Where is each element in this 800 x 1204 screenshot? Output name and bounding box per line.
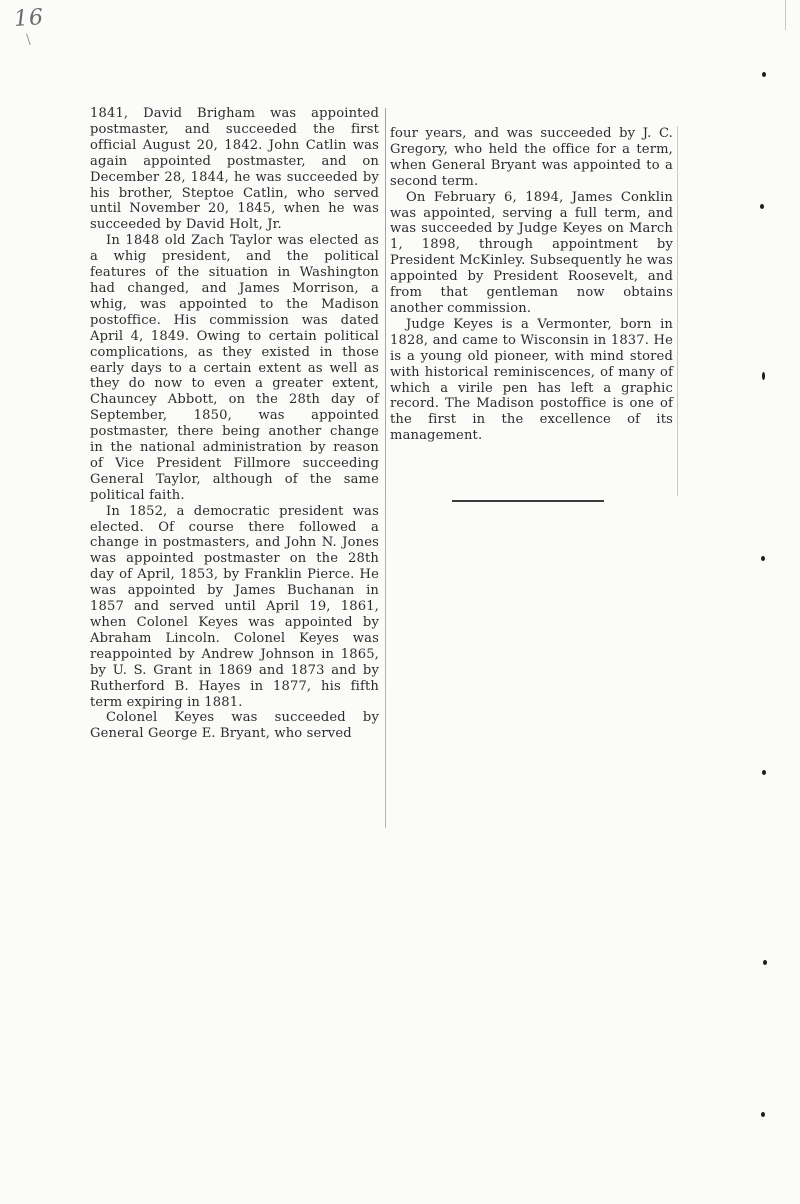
paragraph-judge-keyes: Judge Keyes is a Vermonter, born in 1828, and came to Wisconsin in 1837. He is a young old pioneer, with mind stored with historical reminiscences, of many of which a virile pen has left a graphic record. The Madison postoffice is one of the first in the excellence of its management. bbox=[390, 316, 673, 444]
scan-speck bbox=[761, 1112, 765, 1117]
paragraph-conklin: On February 6, 1894, James Conklin was appointed, serving a full term, and was succeeded by Judge Keyes on March 1, 1898, through appointment by President McKinley. Subsequently he was appointed by President Roosevelt, and from that gentleman now obtains another commission. bbox=[390, 189, 673, 316]
paragraph-bryant-start: Colonel Keyes was succeeded by General George E. Bryant, who served bbox=[90, 710, 379, 742]
page-number: 16 bbox=[13, 4, 45, 33]
article-left-column bbox=[90, 106, 379, 742]
article-end-rule bbox=[452, 500, 604, 502]
column-divider bbox=[385, 108, 386, 828]
paragraph-1852-election: In 1852, a democratic president was elected. Of course there followed a change in postmasters, and John N. Jones was appointed postmaster on the 28th day of April, 1853, by Franklin Pierce. He was appointed by James Buchanan in 1857 and served until April 19, 1861, when Colonel Keyes was appointed by Abraham Lincoln. Colonel Keyes was reappointed by Andrew Johnson in 1865, by U. S. Grant in 1869 and 1873 and by Rutherford B. Hayes in 1877, his fifth term expiring in 1881. bbox=[90, 503, 379, 710]
scan-speck bbox=[762, 372, 765, 380]
right-column-edge bbox=[677, 126, 678, 496]
paragraph-taylor: In 1848 old Zach Taylor was elected as a whig president, and the political features of the situation in Washington had changed, and James Morrison, a whig, was appointed to the Madison postoffice. His commission was dated April 4, 1849. Owing to certain political complications, as they existed in those early days to a certain extent as well as they do now to even a greater extent, Chauncey Abbott, on the 28th day of September, 1850, was appointed postmaster, there being another change in the national administration by reason of Vice President Fillmore succeeding General Taylor, although of the same political faith. bbox=[90, 233, 379, 503]
scan-edge-line bbox=[785, 0, 786, 30]
paragraph-brigham: 1841, David Brigham was appointed postmaster, and succeeded the first official August 20, 1842. John Catlin was again appointed postmaster, and on December 28, 1844, he was succeeded by his brother, Steptoe Catlin, who served until November 20, 1845, when he was succeeded by David Holt, Jr. bbox=[90, 106, 379, 233]
scan-speck bbox=[762, 770, 766, 775]
scan-speck bbox=[763, 960, 767, 965]
scan-speck bbox=[760, 204, 764, 209]
paragraph-bryant-continued: four years, and was succeeded by J. C. Gregory, who held the office for a term, when General Bryant was appointed to a second term. bbox=[390, 126, 673, 189]
article-right-column bbox=[390, 126, 673, 444]
page-sub-mark: \ bbox=[26, 32, 31, 48]
scan-speck bbox=[762, 72, 766, 77]
scan-speck bbox=[761, 556, 765, 561]
